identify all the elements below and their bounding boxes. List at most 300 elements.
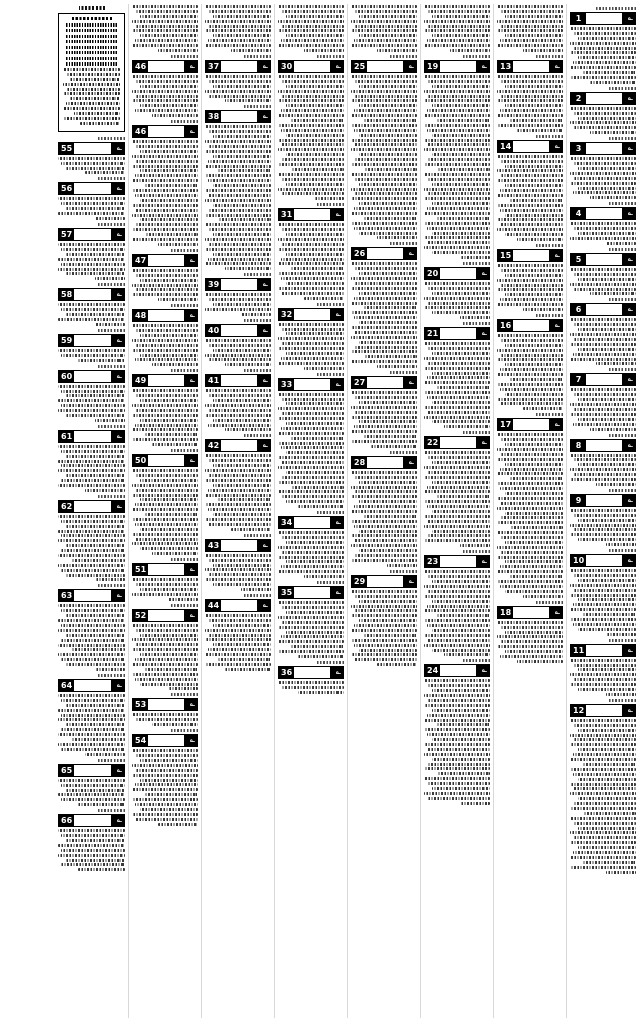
- entry-body-text: [132, 624, 198, 691]
- entry-number: 57: [61, 230, 73, 240]
- entry-ornament-icon: [476, 556, 489, 567]
- entry-body-text: [132, 469, 198, 555]
- entry-body-text: [351, 391, 417, 448]
- entry-header-5[interactable]: [570, 253, 636, 266]
- entry-number: 7: [571, 374, 586, 385]
- entry-body-text: [497, 433, 563, 597]
- entry-number: 18: [500, 607, 512, 617]
- entry-number: 19: [427, 62, 439, 72]
- entry-ornament-icon: [257, 375, 270, 386]
- column-lead-text: [205, 5, 271, 52]
- entry-number: 14: [500, 141, 512, 151]
- entry-header-66[interactable]: [58, 814, 125, 827]
- entry-ornament-icon: [111, 229, 124, 240]
- entry-header-23[interactable]: [424, 555, 490, 568]
- entry-header-60[interactable]: [58, 370, 125, 383]
- column-6: [420, 4, 493, 1018]
- entry-number: 59: [61, 335, 73, 345]
- advert-line: [66, 29, 116, 32]
- entry-caption: [608, 202, 636, 205]
- entry-ornament-icon: [111, 765, 124, 776]
- entry-body-text: [278, 223, 344, 299]
- entry-body-text: [58, 694, 125, 756]
- entry-body-text: [278, 323, 344, 370]
- entry-ornament-icon: [403, 61, 416, 72]
- entry-caption: [389, 570, 417, 573]
- entry-header-39[interactable]: [205, 278, 271, 291]
- entry-header-40[interactable]: [205, 324, 271, 337]
- entry-header-49[interactable]: [132, 374, 198, 387]
- entry-number: 47: [135, 255, 147, 265]
- column-lead-text: [132, 5, 198, 52]
- entry-headline-field: [586, 208, 622, 219]
- entry-header-6[interactable]: [570, 303, 636, 316]
- entry-body-text: [132, 269, 198, 301]
- entry-body-text: [58, 197, 125, 220]
- entry-header-42[interactable]: [205, 439, 271, 452]
- entry-header-26[interactable]: [351, 247, 417, 260]
- entry-number: 9: [571, 495, 586, 506]
- entry-headline-field: [513, 61, 549, 72]
- entry-header-4[interactable]: [570, 207, 636, 220]
- column-7: [493, 4, 566, 1018]
- entry-number: 1: [571, 13, 586, 24]
- entry-body-text: [132, 140, 198, 246]
- column-lead-text: [424, 5, 490, 52]
- entry-headline-field: [586, 555, 622, 566]
- entry-headline-field: [440, 268, 476, 279]
- entry-caption: [170, 304, 198, 307]
- entry-body-text: [58, 604, 125, 671]
- entry-body-text: [205, 339, 271, 366]
- entry-number: 13: [500, 62, 512, 72]
- entry-number: 49: [135, 376, 147, 386]
- entry-headline-field: [221, 440, 257, 451]
- entry-header-54[interactable]: [132, 734, 198, 747]
- entry-caption: [243, 534, 271, 537]
- entry-ornament-icon: [330, 61, 343, 72]
- entry-caption: [535, 135, 563, 138]
- entry-number: 4: [571, 208, 586, 219]
- entry-header-29[interactable]: [351, 575, 417, 588]
- entry-number: 32: [281, 309, 293, 319]
- entry-body-text: [58, 243, 125, 280]
- entry-ornament-icon: [257, 61, 270, 72]
- entry-headline-field: [586, 440, 622, 451]
- entry-ornament-icon: [184, 455, 197, 466]
- entry-number: 10: [573, 556, 585, 566]
- entry-header-28[interactable]: [351, 456, 417, 469]
- entry-body-text: [424, 75, 490, 259]
- entry-caption: [243, 369, 271, 372]
- entry-number: 6: [571, 304, 586, 315]
- entry-caption: [608, 298, 636, 301]
- entry-header-7[interactable]: [570, 373, 636, 386]
- entry-ornament-icon: [330, 379, 343, 390]
- entry-number: 51: [135, 565, 147, 575]
- entry-header-59[interactable]: [58, 334, 125, 347]
- entry-number: 48: [135, 311, 147, 321]
- entry-header-16[interactable]: [497, 319, 563, 332]
- entry-headline-field: [294, 379, 330, 390]
- entry-headline-field: [74, 765, 111, 776]
- entry-header-58[interactable]: [58, 288, 125, 301]
- entry-number: 44: [208, 601, 220, 611]
- entry-header-17[interactable]: [497, 418, 563, 431]
- entry-number: 46: [135, 127, 147, 137]
- entry-header-35[interactable]: [278, 586, 344, 599]
- advert-line: [66, 46, 116, 49]
- entry-headline-field: [367, 248, 403, 259]
- entry-caption: [243, 105, 271, 108]
- entry-number: 65: [61, 765, 73, 775]
- entry-number: 17: [500, 420, 512, 430]
- entry-headline-field: [148, 455, 184, 466]
- entry-header-27[interactable]: [351, 376, 417, 389]
- entry-ornament-icon: [330, 309, 343, 320]
- column-lead-text: [497, 5, 563, 52]
- entry-body-text: [351, 75, 417, 239]
- entry-header-10[interactable]: [570, 554, 636, 567]
- entry-header-62[interactable]: [58, 500, 125, 513]
- entry-body-text: [58, 385, 125, 422]
- entry-caption: [608, 699, 636, 702]
- entry-header-9[interactable]: [570, 494, 636, 507]
- entry-number: 61: [61, 431, 73, 441]
- entry-header-57[interactable]: [58, 228, 125, 241]
- entry-ornament-icon: [184, 310, 197, 321]
- entry-headline-field: [294, 587, 330, 598]
- entry-ornament-icon: [549, 419, 562, 430]
- entry-body-text: [570, 388, 636, 430]
- entry-headline-field: [513, 250, 549, 261]
- entry-ornament-icon: [549, 320, 562, 331]
- entry-headline-field: [74, 431, 111, 442]
- entry-ornament-icon: [111, 289, 124, 300]
- entry-body-text: [570, 222, 636, 245]
- entry-header-22[interactable]: [424, 436, 490, 449]
- entry-ornament-icon: [257, 279, 270, 290]
- entry-caption: [97, 329, 125, 332]
- entry-ornament-icon: [330, 209, 343, 220]
- entry-caption: [243, 319, 271, 322]
- entry-ornament-icon: [111, 501, 124, 512]
- entry-header-32[interactable]: [278, 308, 344, 321]
- entry-ornament-icon: [403, 377, 416, 388]
- entry-header-24[interactable]: [424, 664, 490, 677]
- entry-ornament-icon: [622, 440, 635, 451]
- entry-headline-field: [367, 576, 403, 587]
- entry-headline-field: [221, 61, 257, 72]
- entry-headline-field: [586, 495, 622, 506]
- entry-header-65[interactable]: [58, 764, 125, 777]
- entry-header-56[interactable]: [58, 182, 125, 195]
- entry-ornament-icon: [622, 705, 635, 716]
- entry-header-13[interactable]: [497, 60, 563, 73]
- entry-ornament-icon: [184, 564, 197, 575]
- entry-header-12[interactable]: [570, 704, 636, 717]
- entry-ornament-icon: [476, 328, 489, 339]
- entry-number: 46: [135, 62, 147, 72]
- entry-caption: [535, 601, 563, 604]
- entry-headline-field: [586, 254, 622, 265]
- entry-ornament-icon: [622, 93, 635, 104]
- entry-body-text: [570, 107, 636, 134]
- entry-body-text: [132, 324, 198, 366]
- entry-headline-field: [74, 590, 111, 601]
- entry-header-30[interactable]: [278, 60, 344, 73]
- entry-header-1[interactable]: [570, 12, 636, 25]
- entry-ornament-icon: [111, 680, 124, 691]
- entry-ornament-icon: [403, 248, 416, 259]
- entry-body-text: [205, 293, 271, 316]
- entry-body-text: [205, 125, 271, 270]
- entry-headline-field: [74, 335, 111, 346]
- entry-body-text: [278, 75, 344, 200]
- column-lead-text: [351, 5, 417, 52]
- entry-header-53[interactable]: [132, 698, 198, 711]
- entry-number: 26: [354, 249, 366, 259]
- entry-caption: [97, 674, 125, 677]
- entry-headline-field: [586, 143, 622, 154]
- entry-ornament-icon: [622, 374, 635, 385]
- entry-body-text: [205, 554, 271, 591]
- entry-header-41[interactable]: [205, 374, 271, 387]
- entry-number: 34: [281, 518, 293, 528]
- entry-header-20[interactable]: [424, 267, 490, 280]
- entry-ornament-icon: [622, 555, 635, 566]
- entry-header-48[interactable]: [132, 309, 198, 322]
- entry-headline-field: [148, 255, 184, 266]
- entry-caption: [535, 244, 563, 247]
- entry-headline-field: [440, 437, 476, 448]
- entry-body-text: [58, 779, 125, 806]
- entry-body-text: [424, 282, 490, 319]
- entry-caption: [316, 203, 344, 206]
- entry-header-55[interactable]: [58, 142, 125, 155]
- entry-body-text: [205, 75, 271, 102]
- entry-header-61[interactable]: [58, 430, 125, 443]
- entry-ornament-icon: [111, 143, 124, 154]
- entry-header-44[interactable]: [205, 599, 271, 612]
- entry-caption: [608, 248, 636, 251]
- entry-header-31[interactable]: [278, 208, 344, 221]
- entry-ornament-icon: [549, 141, 562, 152]
- advert-body-text: [63, 68, 120, 125]
- entry-header-33[interactable]: [278, 378, 344, 391]
- entry-ornament-icon: [476, 268, 489, 279]
- entry-header-37[interactable]: [205, 60, 271, 73]
- entry-header-21[interactable]: [424, 327, 490, 340]
- entry-header-8[interactable]: [570, 439, 636, 452]
- entry-header-15[interactable]: [497, 249, 563, 262]
- entry-number: 5: [571, 254, 586, 265]
- entry-number: 50: [135, 456, 147, 466]
- entry-number: 63: [61, 591, 73, 601]
- entry-caption: [243, 594, 271, 597]
- entry-headline-field: [221, 111, 257, 122]
- entry-headline-field: [294, 517, 330, 528]
- entry-body-text: [58, 829, 125, 871]
- entry-ornament-icon: [257, 111, 270, 122]
- entry-header-34[interactable]: [278, 516, 344, 529]
- entry-header-43[interactable]: [205, 539, 271, 552]
- entry-caption: [97, 137, 125, 140]
- entry-ornament-icon: [549, 250, 562, 261]
- entry-number: 12: [573, 705, 585, 715]
- entry-header-14[interactable]: [497, 140, 563, 153]
- advert-line: [66, 51, 116, 54]
- entry-ornament-icon: [330, 517, 343, 528]
- entry-body-text: [278, 531, 344, 578]
- entry-caption: [170, 120, 198, 123]
- entry-headline-field: [221, 325, 257, 336]
- entry-header-19[interactable]: [424, 60, 490, 73]
- entry-ornament-icon: [111, 371, 124, 382]
- entry-body-text: [424, 679, 490, 804]
- entry-header-63[interactable]: [58, 589, 125, 602]
- entry-headline-field: [148, 735, 184, 746]
- entry-ornament-icon: [184, 699, 197, 710]
- entry-ornament-icon: [257, 600, 270, 611]
- entry-headline-field: [586, 13, 622, 24]
- entry-body-text: [497, 621, 563, 663]
- column-masthead: [595, 7, 636, 10]
- entry-body-text: [424, 342, 490, 428]
- entry-number: 66: [61, 816, 73, 826]
- entry-number: 39: [208, 280, 220, 290]
- entry-body-text: [570, 27, 636, 84]
- entry-headline-field: [221, 600, 257, 611]
- entry-header-36[interactable]: [278, 666, 344, 679]
- entry-ornament-icon: [549, 61, 562, 72]
- entry-headline-field: [74, 143, 111, 154]
- entry-headline-field: [586, 374, 622, 385]
- entry-caption: [462, 550, 490, 553]
- entry-caption: [170, 693, 198, 696]
- entry-caption: [97, 495, 125, 498]
- entry-caption: [535, 55, 563, 58]
- entry-headline-field: [294, 309, 330, 320]
- entry-number: 36: [281, 667, 293, 677]
- entry-body-text: [132, 713, 198, 726]
- entry-body-text: [205, 614, 271, 671]
- entry-caption: [170, 729, 198, 732]
- column-lead-text: [278, 5, 344, 52]
- entry-header-18[interactable]: [497, 606, 563, 619]
- entry-body-text: [58, 157, 125, 175]
- entry-headline-field: [74, 229, 111, 240]
- entry-caption: [316, 511, 344, 514]
- entry-body-text: [570, 268, 636, 295]
- entry-header-46[interactable]: [132, 60, 198, 73]
- entry-body-text: [570, 157, 636, 199]
- entry-caption: [170, 369, 198, 372]
- entry-body-text: [570, 569, 636, 636]
- entry-caption: [462, 262, 490, 265]
- entry-ornament-icon: [330, 587, 343, 598]
- entry-caption: [608, 87, 636, 90]
- entry-headline-field: [148, 610, 184, 621]
- entry-caption: [170, 249, 198, 252]
- entry-headline-field: [74, 501, 111, 512]
- entry-caption: [316, 373, 344, 376]
- entry-caption: [608, 434, 636, 437]
- entry-header-52[interactable]: [132, 609, 198, 622]
- entry-headline-field: [513, 607, 549, 618]
- entry-header-51[interactable]: [132, 563, 198, 576]
- entry-header-3[interactable]: [570, 142, 636, 155]
- entry-ornament-icon: [184, 375, 197, 386]
- entry-body-text: [570, 318, 636, 365]
- entry-number: 56: [61, 184, 73, 194]
- entry-caption: [170, 55, 198, 58]
- entry-ornament-icon: [549, 607, 562, 618]
- advert-line: [66, 40, 116, 43]
- entry-number: 30: [281, 62, 293, 72]
- entry-number: 38: [208, 112, 220, 122]
- entry-header-11[interactable]: [570, 644, 636, 657]
- boxed-advertisement[interactable]: [58, 13, 125, 132]
- entry-ornament-icon: [257, 325, 270, 336]
- entry-header-64[interactable]: [58, 679, 125, 692]
- entry-number: 15: [500, 250, 512, 260]
- entry-ornament-icon: [184, 61, 197, 72]
- advert-line: [66, 57, 116, 60]
- entry-header-25[interactable]: [351, 60, 417, 73]
- entry-headline-field: [513, 419, 549, 430]
- entry-body-text: [570, 659, 636, 696]
- entry-caption: [97, 223, 125, 226]
- entry-caption: [97, 283, 125, 286]
- entry-caption: [170, 558, 198, 561]
- entry-header-46[interactable]: [132, 125, 198, 138]
- entry-ornament-icon: [622, 304, 635, 315]
- entry-header-2[interactable]: [570, 92, 636, 105]
- entry-ornament-icon: [111, 815, 124, 826]
- entry-ornament-icon: [403, 576, 416, 587]
- entry-number: 37: [208, 62, 220, 72]
- entry-caption: [608, 489, 636, 492]
- entry-number: 54: [135, 736, 147, 746]
- entry-ornament-icon: [330, 667, 343, 678]
- entry-number: 2: [571, 93, 586, 104]
- entry-header-47[interactable]: [132, 254, 198, 267]
- entry-header-38[interactable]: [205, 110, 271, 123]
- entry-headline-field: [148, 699, 184, 710]
- entry-ornament-icon: [184, 126, 197, 137]
- entry-headline-field: [440, 61, 476, 72]
- entry-headline-field: [148, 310, 184, 321]
- entry-caption: [608, 549, 636, 552]
- entry-caption: [389, 451, 417, 454]
- entry-ornament-icon: [257, 440, 270, 451]
- entry-number: 8: [571, 440, 586, 451]
- entry-number: 42: [208, 441, 220, 451]
- entry-body-text: [132, 749, 198, 825]
- entry-ornament-icon: [622, 495, 635, 506]
- entry-number: 16: [500, 320, 512, 330]
- entry-headline-field: [440, 556, 476, 567]
- entry-header-50[interactable]: [132, 454, 198, 467]
- entry-caption: [170, 449, 198, 452]
- entry-caption: [97, 177, 125, 180]
- entry-caption: [97, 584, 125, 587]
- entry-headline-field: [586, 705, 622, 716]
- entry-number: 31: [281, 210, 293, 220]
- entry-ornament-icon: [184, 735, 197, 746]
- entry-body-text: [497, 75, 563, 132]
